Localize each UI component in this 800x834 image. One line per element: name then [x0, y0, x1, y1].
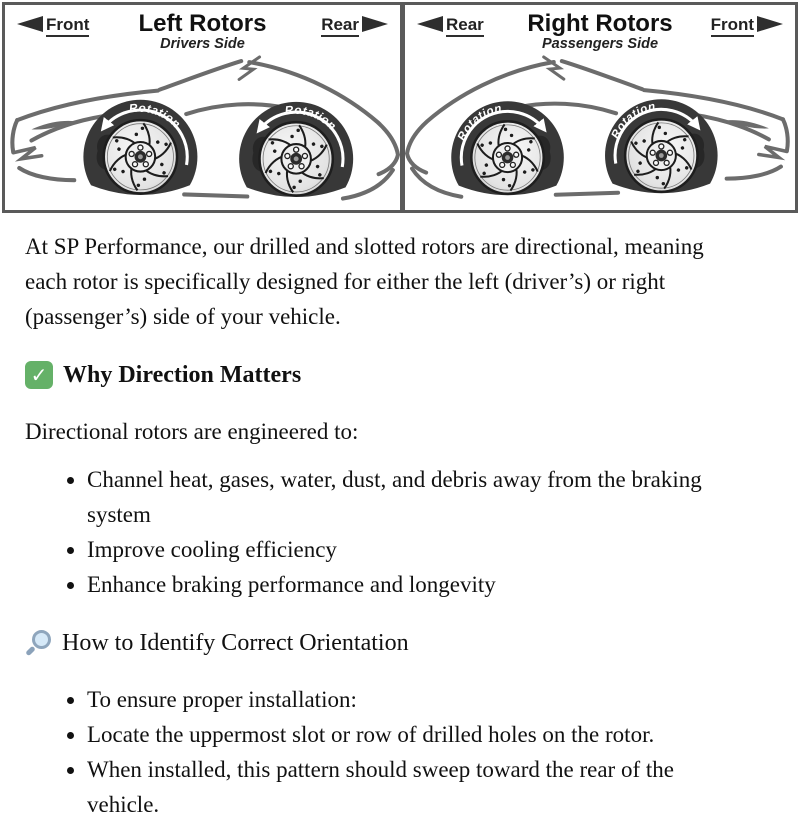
- list-item: • Locate the uppermost slot or row of drilled holes on the rotor.: [87, 717, 747, 752]
- rotor-direction-diagram: [2, 2, 798, 213]
- front-label: Front: [711, 15, 754, 37]
- why-direction-heading-text: Why Direction Matters: [63, 361, 302, 388]
- rear-direction-indicator: [321, 15, 388, 35]
- rear-label: Rear: [321, 15, 359, 37]
- identify-section: [25, 628, 775, 822]
- why-direction-lead: Directional rotors are engineered to:: [25, 418, 359, 444]
- why-direction-heading: [25, 360, 775, 390]
- rear-direction-indicator: [417, 15, 484, 35]
- identify-heading-text: How to Identify Correct Orientation: [62, 629, 409, 656]
- list-item: • Improve cooling efficiency: [87, 532, 747, 567]
- list-item: • When installed, this pattern should sweep toward the rear of the vehicle.: [87, 752, 747, 822]
- panel-subtitle: Drivers Side: [160, 36, 245, 52]
- arrow-left-icon: [17, 16, 43, 32]
- rotation-label-rear: Rotation: [284, 103, 339, 133]
- panel-title: Right Rotors: [527, 10, 673, 37]
- rotation-label-front: Rotation: [128, 101, 184, 131]
- front-direction-indicator: [711, 15, 783, 35]
- article-body: [0, 229, 800, 822]
- right-panel-header: [405, 5, 795, 55]
- rotation-label-front: Rotation: [609, 100, 657, 141]
- intro-paragraph: At SP Performance, our drilled and slotted rotors are directional, meaning each rotor is specifically designed for either the left (driver’s) or right (passenger’s) side of your vehicle.: [25, 233, 704, 329]
- arrow-right-icon: [362, 16, 388, 32]
- right-rotors-panel: [400, 5, 795, 210]
- rotation-label-rear: Rotation: [455, 102, 503, 143]
- left-rotors-panel: [5, 5, 400, 210]
- list-item: • Channel heat, gases, water, dust, and debris away from the braking system: [87, 462, 747, 532]
- panel-subtitle: Passengers Side: [541, 36, 659, 52]
- panel-title: Left Rotors: [138, 10, 267, 37]
- list-item: • Enhance braking performance and longevity: [87, 567, 747, 602]
- identify-heading: [25, 628, 775, 658]
- right-car-illustration: [405, 55, 795, 208]
- list-item: • To ensure proper installation:: [87, 682, 747, 717]
- rear-label: Rear: [446, 15, 484, 37]
- left-car-illustration: [5, 55, 400, 210]
- arrow-left-icon: [417, 16, 443, 32]
- magnifier-icon: [25, 629, 52, 656]
- arrow-right-icon: [757, 16, 783, 32]
- left-panel-header: [5, 5, 400, 55]
- why-direction-list: [25, 462, 775, 602]
- check-icon: ✓: [25, 361, 53, 389]
- front-direction-indicator: [17, 15, 89, 35]
- front-label: Front: [46, 15, 89, 37]
- identify-list: [25, 682, 775, 822]
